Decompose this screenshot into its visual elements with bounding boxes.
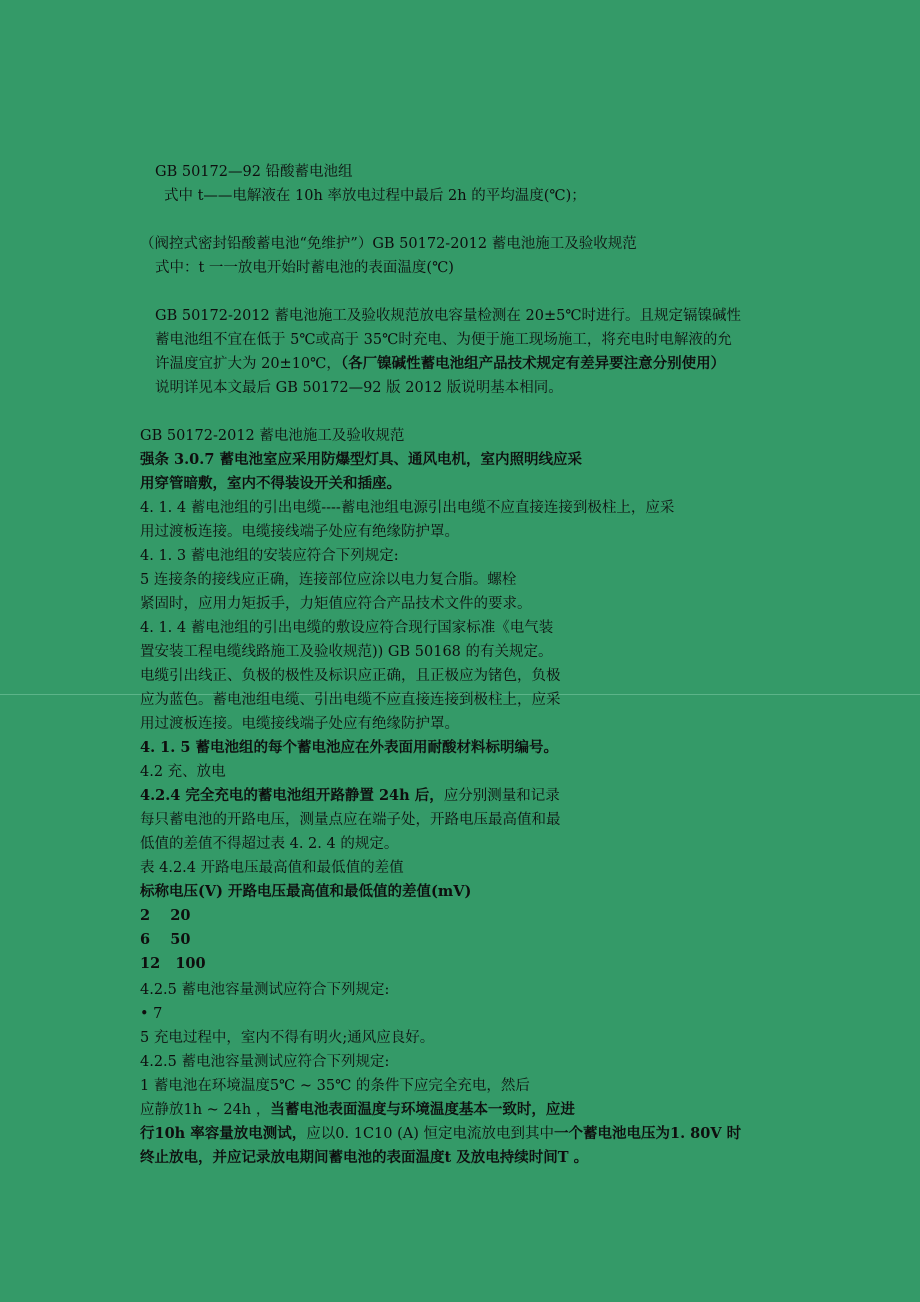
text-line-11: 用穿管暗敷，室内不得装设开关和插座。 [140,475,401,492]
text-line-15: 5 连接条的接线应正确，连接部位应涂以电力复合脂。螺栓 [140,572,517,588]
text-line-32: 4.2.5 蓄电池容量测试应符合下列规定: [140,982,390,998]
text-line-16: 紧固时，应用力矩扳手，力矩值应符合产品技术文件的要求。 [140,596,532,612]
text-line-36: 1 蓄电池在环境温度5℃ ~ 35℃ 的条件下应完全充电，然后 [140,1078,530,1094]
text-line-35: 4.2.5 蓄电池容量测试应符合下列规定: [140,1054,390,1070]
text-run: 应以0. 1C10 (A) 恒定电流放电到其中 [306,1126,554,1142]
text-line-17: 4. 1. 4 蓄电池组的引出电缆的敷设应符合现行国家标准《电气装 [140,620,554,636]
text-line-33: • 7 [140,1006,163,1022]
text-line-25: 每只蓄电池的开路电压，测量点应在端子处，开路电压最高值和最 [140,812,561,828]
text-line-24 [140,786,560,806]
text-line-22: 4. 1. 5 蓄电池组的每个蓄电池应在外表面用耐酸材料标明编号。 [140,739,559,756]
section-title: GB 50172-2012 蓄电池施工及验收规范 [140,428,405,444]
text-line-5: GB 50172-2012 蓄电池施工及验收规范放电容量检测在 20±5℃时进行。且规定镉镍碱性 [155,308,742,324]
bold-run: 当蓄电池表面温度与环境温度基本一致时，应进 [270,1101,575,1118]
text-line-12: 4. 1. 4 蓄电池组的引出电缆----蓄电池组电源引出电缆不应直接连接到极柱上，应采 [140,500,675,516]
bold-run: 行10h 率容量放电测试， [140,1125,307,1142]
table-row: 12 100 [140,955,206,972]
text-line-3: （阀控式密封铅酸蓄电池“免维护”）GB 50172-2012 蓄电池施工及验收规范 [140,236,637,252]
text-line-13: 用过渡板连接。电缆接线端子处应有绝缘防护罩。 [140,524,459,540]
text-line-1: GB 50172—92 铅酸蓄电池组 [155,164,353,180]
text-line-20: 应为蓝色。蓄电池组电缆、引出电缆不应直接连接到极柱上，应采 [140,692,561,708]
table-row: 6 50 [140,931,191,948]
bold-run: 一个蓄电池电压为1. 80V 时 [554,1125,742,1142]
text-line-38 [140,1124,741,1144]
text-line-10: 强条 3.0.7 蓄电池室应采用防爆型灯具、通风电机，室内照明线应采 [140,451,582,468]
text-line-26: 低值的差值不得超过表 4. 2. 4 的规定。 [140,836,399,852]
text-line-6: 蓄电池组不宜在低于 5℃或高于 35℃时充电、为便于施工现场施工，将充电时电解液的允 [155,332,732,348]
text-line-4: 式中：t 一一放电开始时蓄电池的表面温度(℃) [155,260,454,276]
text-line-23: 4.2 充、放电 [140,764,226,780]
text-run: 应静放1h ~ 24h ， [140,1102,271,1118]
text-run: 许温度宜扩大为 20±10℃， [155,356,341,372]
text-line-37 [140,1100,575,1120]
text-line-19: 电缆引出线正、负极的极性及标识应正确，且正极应为锗色，负极 [140,668,561,684]
text-line-7 [155,354,725,374]
table-header: 标称电压(V) 开路电压最高值和最低值的差值(mV) [140,883,472,900]
text-line-8: 说明详见本文最后 GB 50172—92 版 2012 版说明基本相同。 [155,380,563,396]
bold-run: 4.2.4 完全充电的蓄电池组开路静置 24h 后， [140,787,444,804]
bold-note: （各厂镍碱性蓄电池组产品技术规定有差异要注意分别使用） [340,355,726,372]
text-line-2: 式中 t——电解液在 10h 率放电过程中最后 2h 的平均温度(℃)； [164,188,586,204]
text-line-18: 置安装工程电缆线路施工及验收规范)) GB 50168 的有关规定。 [140,644,553,660]
text-line-39: 终止放电，并应记录放电期间蓄电池的表面温度t 及放电持续时间T 。 [140,1149,589,1166]
text-line-21: 用过渡板连接。电缆接线端子处应有绝缘防护罩。 [140,716,459,732]
text-line-34: 5 充电过程中，室内不得有明火;通风应良好。 [140,1030,435,1046]
table-caption: 表 4.2.4 开路电压最高值和最低值的差值 [140,860,404,876]
table-row: 2 20 [140,907,191,924]
text-line-14: 4. 1. 3 蓄电池组的安装应符合下列规定: [140,548,399,564]
text-run: 应分别测量和记录 [443,788,560,804]
